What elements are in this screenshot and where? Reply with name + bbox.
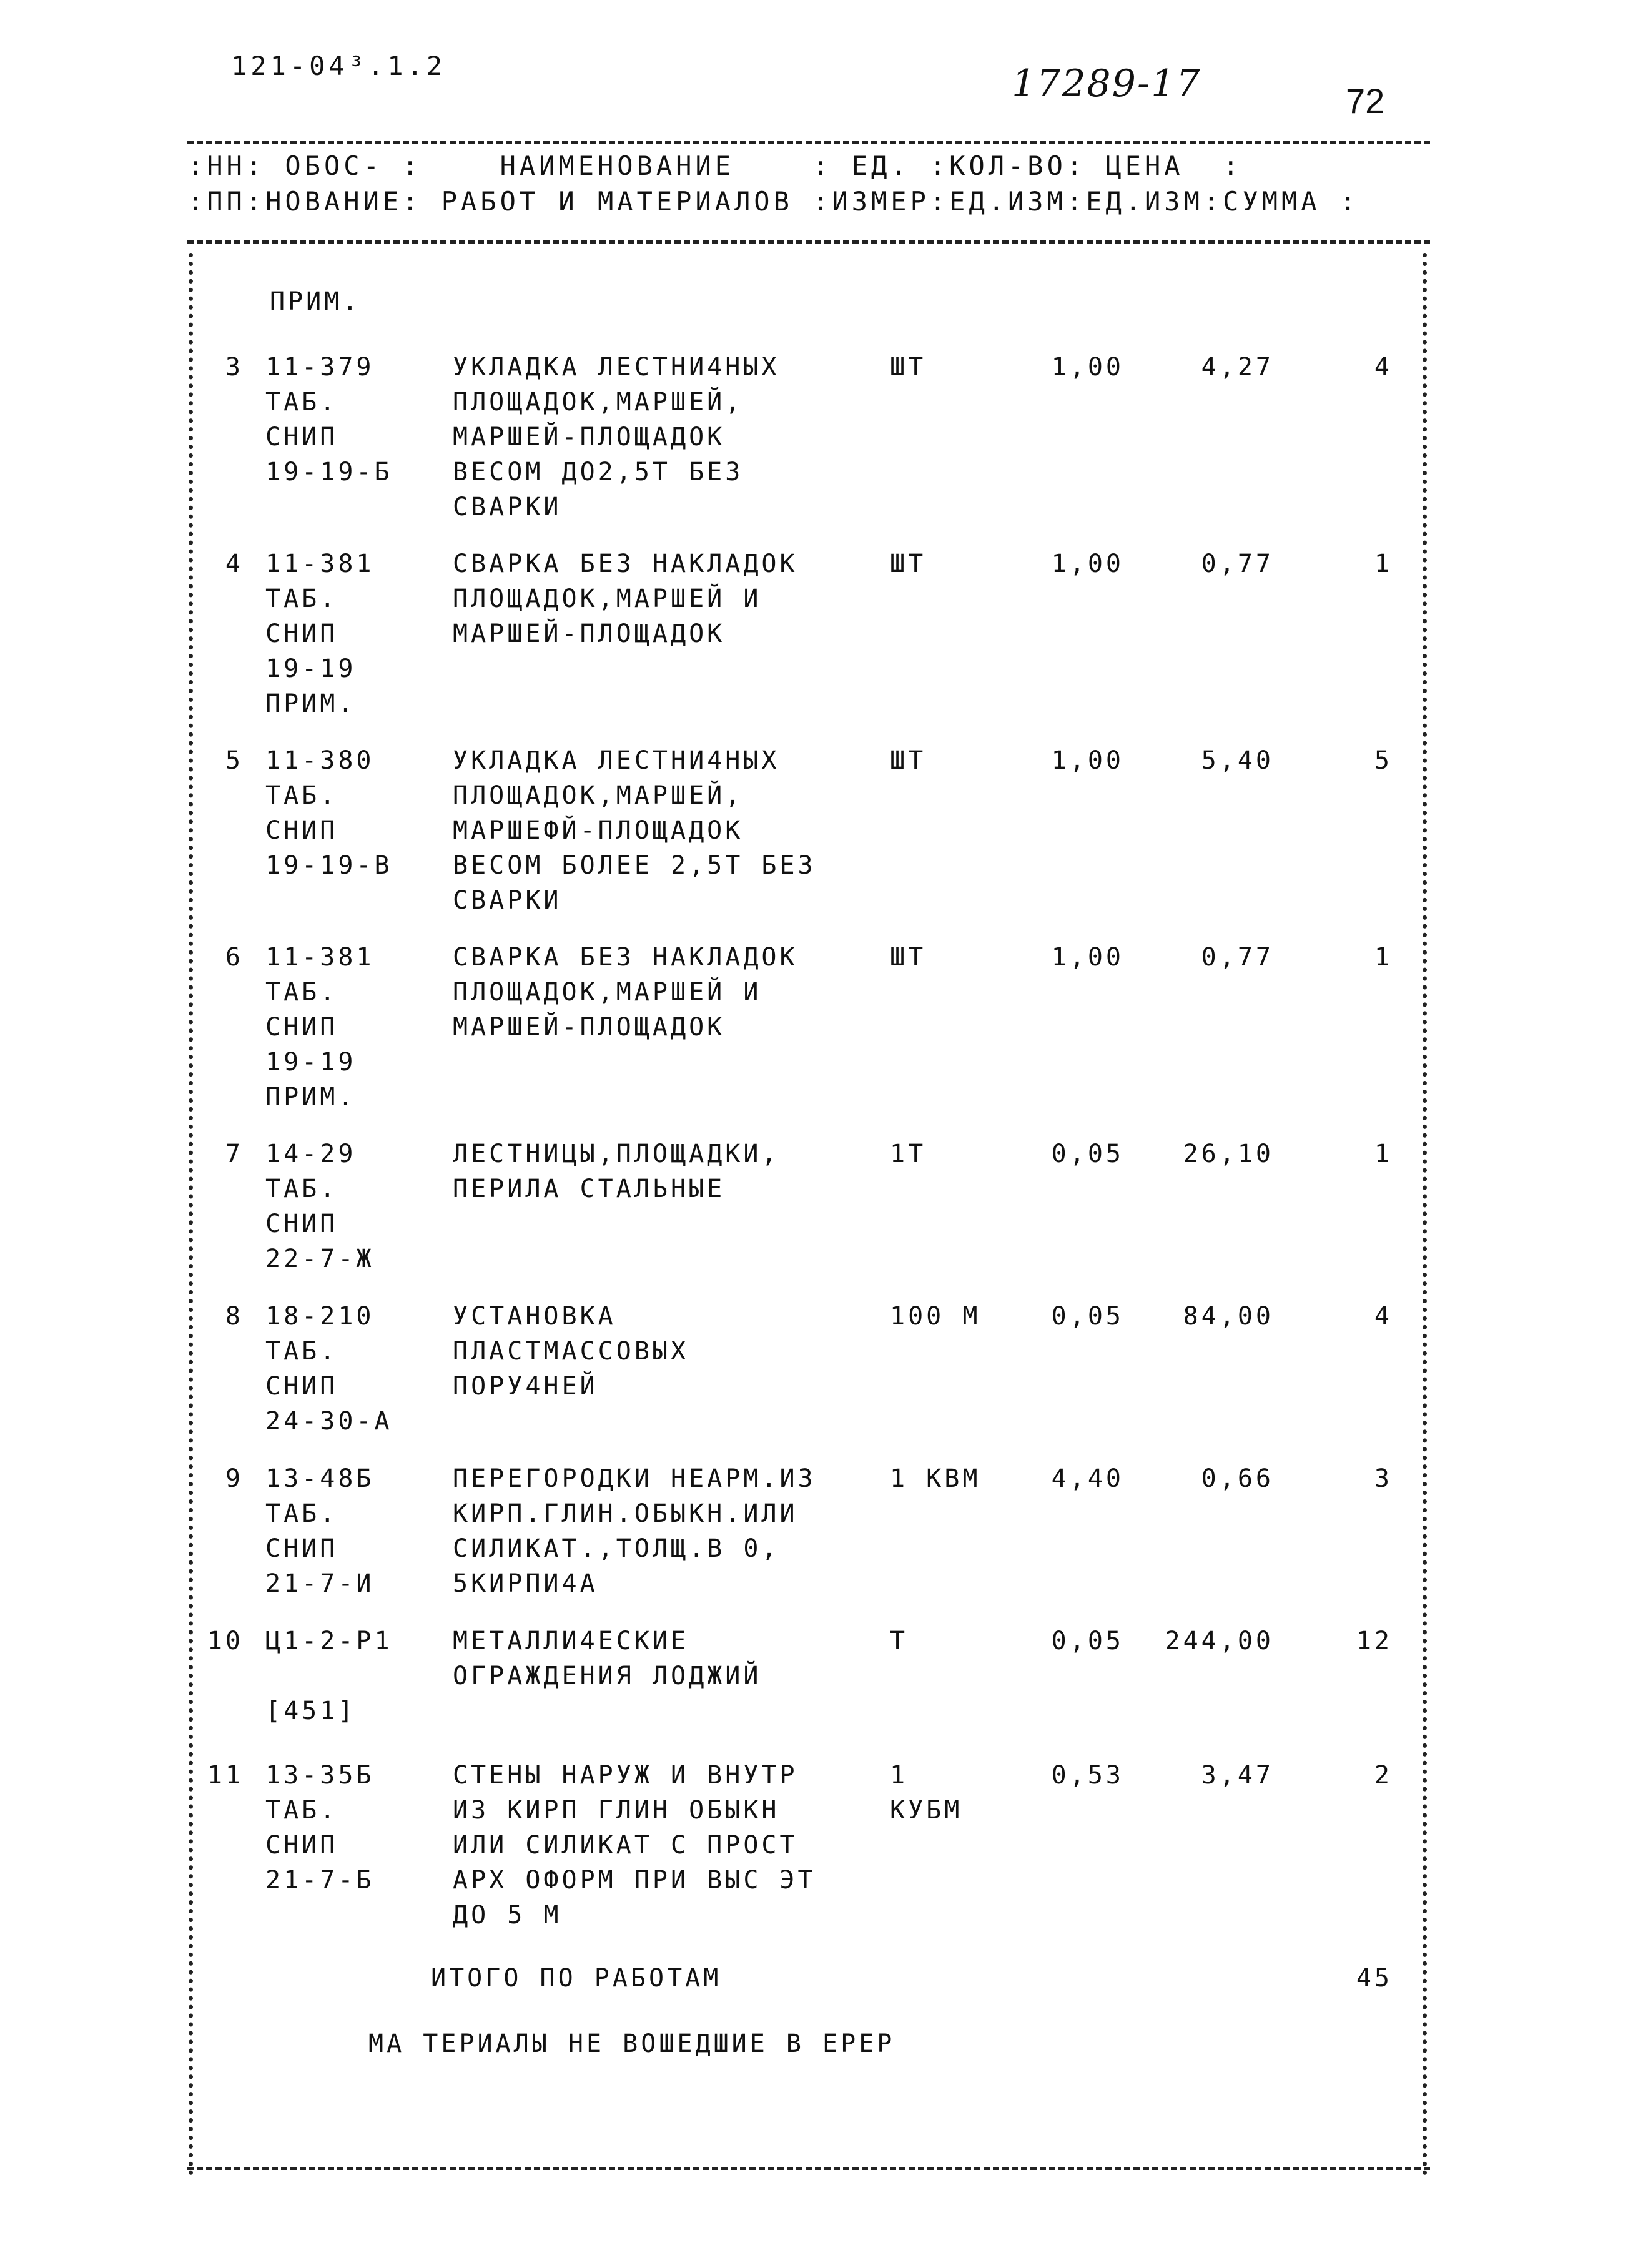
row-number: 6 bbox=[225, 943, 244, 972]
row-number: 8 bbox=[225, 1302, 244, 1331]
row-name-line: УСТАНОВКА bbox=[453, 1302, 616, 1331]
row-name-line: МАРШЕФЙ-ПЛОЩАДОК bbox=[453, 816, 744, 845]
row-sum: 5 bbox=[1374, 746, 1393, 775]
row-sum: 1 bbox=[1374, 943, 1393, 972]
row-name-line: АРХ ОФОРМ ПРИ ВЫС ЭТ bbox=[453, 1866, 816, 1895]
row-price: 5,40 bbox=[1201, 746, 1274, 775]
row-name-line: ПЕРЕГОРОДКИ НЕАРМ.ИЗ bbox=[453, 1464, 816, 1493]
row-name-line: ИЗ КИРП ГЛИН ОБЫКН bbox=[453, 1796, 780, 1825]
row-name-line: ИЛИ СИЛИКАТ С ПРОСТ bbox=[453, 1831, 798, 1860]
row-basis-line: ПРИМ. bbox=[265, 1083, 357, 1112]
row-price: 4,27 bbox=[1201, 353, 1274, 382]
row-basis-line: [451] bbox=[265, 1697, 357, 1725]
row-basis-line: ТАБ. bbox=[265, 1499, 338, 1528]
row-basis-line: 11-381 bbox=[265, 943, 375, 972]
row-basis-line: ТАБ. bbox=[265, 1337, 338, 1366]
row-name-line: ПЛОЩАДОК,МАРШЕЙ, bbox=[453, 781, 744, 810]
row-basis-line: 14-29 bbox=[265, 1140, 357, 1168]
row-quantity: 1,00 bbox=[1051, 550, 1124, 578]
row-name-line: ПЛАСТМАССОВЫХ bbox=[453, 1337, 689, 1366]
row-name-line: КИРП.ГЛИН.ОБЫКН.ИЛИ bbox=[453, 1499, 798, 1528]
row-name-line: ОГРАЖДЕНИЯ ЛОДЖИЙ bbox=[453, 1662, 762, 1690]
row-number: 4 bbox=[225, 550, 244, 578]
row-number: 11 bbox=[207, 1761, 244, 1790]
row-name-line: ПЛОЩАДОК,МАРШЕЙ, bbox=[453, 388, 744, 417]
row-basis-line: СНИП bbox=[265, 1831, 338, 1860]
row-unit: КУБМ bbox=[890, 1796, 963, 1825]
row-sum: 1 bbox=[1374, 550, 1393, 578]
row-name-line: СВАРКА БЕЗ НАКЛАДОК bbox=[453, 550, 798, 578]
row-quantity: 1,00 bbox=[1051, 353, 1124, 382]
row-basis-line: 22-7-Ж bbox=[265, 1245, 375, 1273]
row-price: 3,47 bbox=[1201, 1761, 1274, 1790]
header-bottom-rule bbox=[187, 240, 1430, 244]
row-sum: 4 bbox=[1374, 1302, 1393, 1331]
right-border bbox=[1423, 253, 1427, 2176]
row-quantity: 0,05 bbox=[1051, 1627, 1124, 1655]
row-number: 10 bbox=[207, 1627, 244, 1655]
row-basis-line: ТАБ. bbox=[265, 388, 338, 417]
page-number: 72 bbox=[1346, 81, 1385, 121]
row-sum: 2 bbox=[1374, 1761, 1393, 1790]
row-name-line: СВАРКА БЕЗ НАКЛАДОК bbox=[453, 943, 798, 972]
row-basis-line: ПРИМ. bbox=[265, 689, 357, 718]
row-unit: ШТ bbox=[890, 746, 927, 775]
row-quantity: 0,05 bbox=[1051, 1140, 1124, 1168]
row-basis-line: 13-35Б bbox=[265, 1761, 375, 1790]
row-basis-line: ТАБ. bbox=[265, 978, 338, 1007]
handwritten-reference: 17289-17 bbox=[1012, 62, 1201, 106]
total-label: ИТОГО ПО РАБОТАМ bbox=[431, 1964, 722, 1993]
row-name-line: МАРШЕЙ-ПЛОЩАДОК bbox=[453, 619, 726, 648]
row-basis-line: 19-19 bbox=[265, 654, 357, 683]
row-name-line: МАРШЕЙ-ПЛОЩАДОК bbox=[453, 423, 726, 451]
row-basis-line: ТАБ. bbox=[265, 1796, 338, 1825]
top-rule bbox=[187, 141, 1430, 144]
row-sum: 4 bbox=[1374, 353, 1393, 382]
row-quantity: 0,53 bbox=[1051, 1761, 1124, 1790]
left-border bbox=[189, 253, 193, 2176]
row-unit: ШТ bbox=[890, 353, 927, 382]
document-code: 121-04³.1.2 bbox=[231, 51, 446, 81]
row-unit: ШТ bbox=[890, 943, 927, 972]
row-name-line: ПЕРИЛА СТАЛЬНЫЕ bbox=[453, 1175, 726, 1203]
row-unit: 1Т bbox=[890, 1140, 927, 1168]
row-basis-line: СНИП bbox=[265, 1013, 338, 1042]
row-quantity: 1,00 bbox=[1051, 943, 1124, 972]
row-basis-line: 11-381 bbox=[265, 550, 375, 578]
row-price: 0,66 bbox=[1201, 1464, 1274, 1493]
row-name-line: ЛЕСТНИЦЫ,ПЛОЩАДКИ, bbox=[453, 1140, 780, 1168]
row-quantity: 1,00 bbox=[1051, 746, 1124, 775]
row-name-line: ВЕСОМ БОЛЕЕ 2,5Т БЕЗ bbox=[453, 851, 816, 880]
row-name-line: ПЛОЩАДОК,МАРШЕЙ И bbox=[453, 978, 762, 1007]
row-price: 26,10 bbox=[1183, 1140, 1274, 1168]
row-basis-line: 11-380 bbox=[265, 746, 375, 775]
row-basis-line: СНИП bbox=[265, 423, 338, 451]
row-sum: 1 bbox=[1374, 1140, 1393, 1168]
row-name-line: ПЛОЩАДОК,МАРШЕЙ И bbox=[453, 584, 762, 613]
row-name-line: СВАРКИ bbox=[453, 886, 562, 915]
row-basis-line: 21-7-И bbox=[265, 1569, 375, 1598]
header-line-1: :НН: ОБОС- : НАИМЕНОВАНИЕ : ЕД. :КОЛ-ВО: ЦЕНА : bbox=[187, 150, 1243, 181]
row-name-line: СТЕНЫ НАРУЖ И ВНУТР bbox=[453, 1761, 798, 1790]
row-name-line: СВАРКИ bbox=[453, 493, 562, 521]
row-name-line: ВЕСОМ ДО2,5Т БЕЗ bbox=[453, 458, 744, 486]
row-basis-line: СНИП bbox=[265, 1210, 338, 1238]
row-basis-line: 21-7-Б bbox=[265, 1866, 375, 1895]
row-name-line: ПОРУ4НЕЙ bbox=[453, 1372, 598, 1401]
row-basis-line: 19-19-В bbox=[265, 851, 393, 880]
row-basis-line: СНИП bbox=[265, 619, 338, 648]
row-name-line: 5КИРПИ4А bbox=[453, 1569, 598, 1598]
row-number: 3 bbox=[225, 353, 244, 382]
row-sum: 3 bbox=[1374, 1464, 1393, 1493]
bottom-rule bbox=[187, 2167, 1430, 2170]
row-basis-line: 24-30-А bbox=[265, 1407, 393, 1436]
row-name-line: УКЛАДКА ЛЕСТНИ4НЫХ bbox=[453, 353, 780, 382]
total-value: 45 bbox=[1356, 1964, 1393, 1993]
row-unit: Т bbox=[890, 1627, 909, 1655]
row-basis-line: СНИП bbox=[265, 1534, 338, 1563]
row-basis-line: ТАБ. bbox=[265, 584, 338, 613]
row-unit: 1 КВМ bbox=[890, 1464, 981, 1493]
row-price: 244,00 bbox=[1165, 1627, 1274, 1655]
row-name-line: СИЛИКАТ.,ТОЛЩ.В 0, bbox=[453, 1534, 780, 1563]
row-name-line: МЕТАЛЛИ4ЕСКИЕ bbox=[453, 1627, 689, 1655]
row-unit: ШТ bbox=[890, 550, 927, 578]
row-basis-line: СНИП bbox=[265, 1372, 338, 1401]
row-basis-line: 13-48Б bbox=[265, 1464, 375, 1493]
row-price: 0,77 bbox=[1201, 943, 1274, 972]
row-name-line: МАРШЕЙ-ПЛОЩАДОК bbox=[453, 1013, 726, 1042]
row-unit: 1 bbox=[890, 1761, 909, 1790]
row-basis-line: Ц1-2-Р1 bbox=[265, 1627, 393, 1655]
row-basis-line: 11-379 bbox=[265, 353, 375, 382]
row-basis-line: 19-19 bbox=[265, 1048, 357, 1077]
row-price: 0,77 bbox=[1201, 550, 1274, 578]
row-basis-line: 19-19-Б bbox=[265, 458, 393, 486]
row-number: 7 bbox=[225, 1140, 244, 1168]
row-basis-line: 18-210 bbox=[265, 1302, 375, 1331]
row-price: 84,00 bbox=[1183, 1302, 1274, 1331]
row-number: 5 bbox=[225, 746, 244, 775]
row-name-line: УКЛАДКА ЛЕСТНИ4НЫХ bbox=[453, 746, 780, 775]
row-basis-line: ТАБ. bbox=[265, 781, 338, 810]
row-sum: 12 bbox=[1356, 1627, 1393, 1655]
carryover-note: ПРИМ. bbox=[270, 287, 361, 316]
row-quantity: 4,40 bbox=[1051, 1464, 1124, 1493]
header-line-2: :ПП:НОВАНИЕ: РАБОТ И МАТЕРИАЛОВ :ИЗМЕР:ЕД.ИЗМ:ЕД.ИЗМ:СУММА : bbox=[187, 186, 1360, 217]
row-number: 9 bbox=[225, 1464, 244, 1493]
row-basis-line: ТАБ. bbox=[265, 1175, 338, 1203]
row-unit: 100 М bbox=[890, 1302, 981, 1331]
row-basis-line: СНИП bbox=[265, 816, 338, 845]
row-quantity: 0,05 bbox=[1051, 1302, 1124, 1331]
row-name-line: ДО 5 М bbox=[453, 1901, 562, 1930]
materials-note: МА ТЕРИАЛЫ НЕ ВОШЕДШИЕ В ЕРЕР bbox=[368, 2029, 895, 2058]
